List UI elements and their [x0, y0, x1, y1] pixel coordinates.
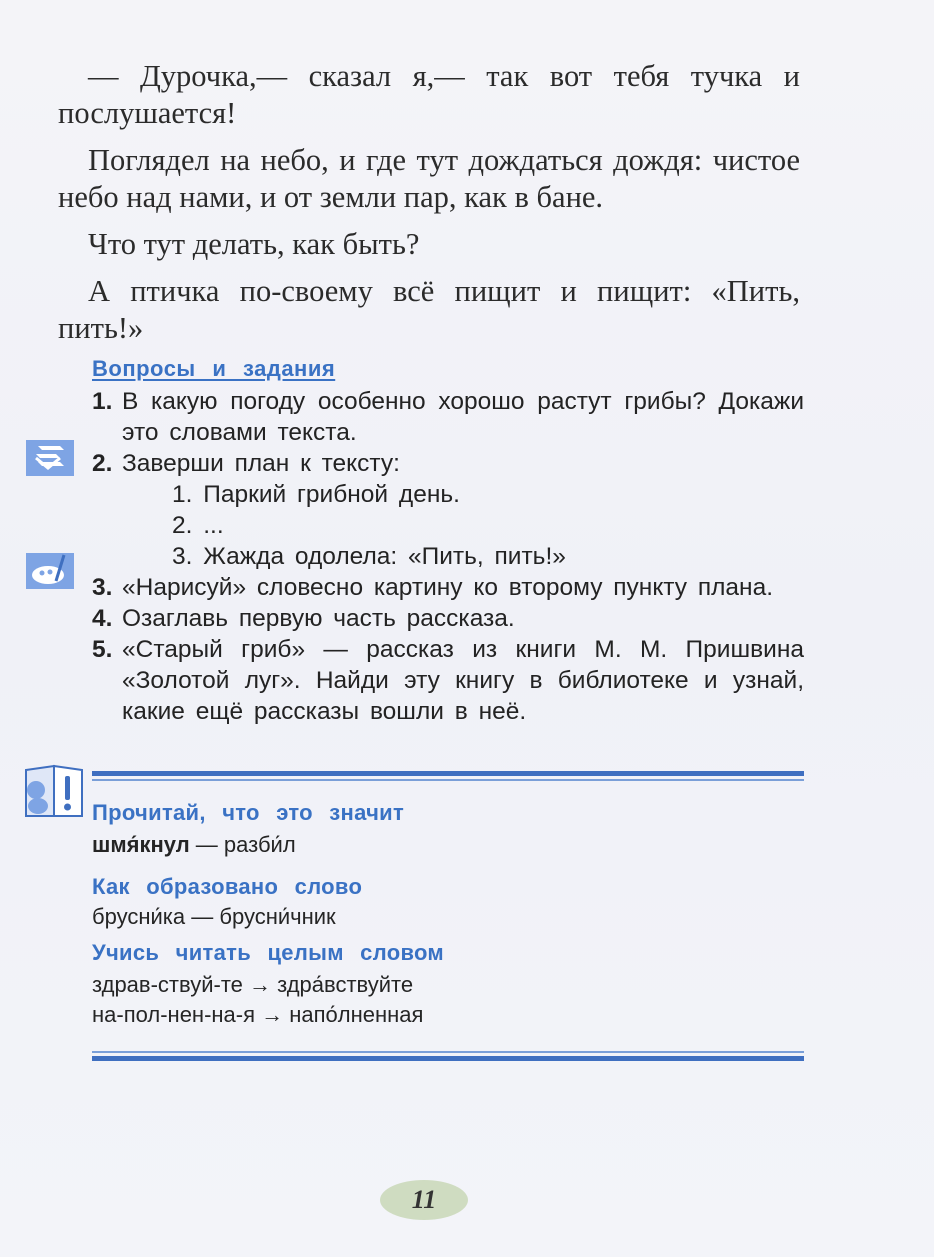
question-text: Заверши план к тексту:	[122, 450, 400, 477]
question-number: 1.	[92, 388, 113, 415]
story-paragraph: А птичка по-своему всё пищит и пищит: «Пить, пить!»	[58, 274, 800, 345]
box-line: здрав-ствуй-те → здра́вствуйте	[92, 972, 414, 997]
question-item	[92, 386, 804, 448]
story-paragraph: Что тут делать, как быть?	[88, 227, 420, 261]
box-heading: Учись читать целым словом	[92, 940, 444, 965]
box-line: брусни́ка — брусни́чник	[92, 904, 336, 929]
question-number: 4.	[92, 605, 113, 632]
books-icon	[26, 440, 74, 476]
story-text	[58, 58, 800, 357]
question-number: 5.	[92, 636, 113, 663]
question-number: 3.	[92, 574, 113, 601]
palette-icon	[26, 553, 74, 589]
word-meaning: — разби́л	[189, 832, 296, 857]
story-paragraph: Поглядел на небо, и где тут дождаться дождя: чистое небо над нами, и от земли пар, как в бане.	[58, 143, 800, 214]
plan-item: 1. Паркий грибной день.	[172, 481, 460, 508]
rule-thin	[92, 779, 804, 781]
question-text: «Старый гриб» — рассказ из книги М. М. Пришвина «Золотой луг». Найди эту книгу в библиотеке и узнай, какие ещё рассказы вошли в неё.	[122, 636, 804, 725]
story-paragraph: — Дурочка,— сказал я,— так вот тебя тучка и послушается!	[58, 59, 800, 130]
box-line	[92, 830, 802, 860]
rule-thick	[92, 771, 804, 776]
question-item	[92, 603, 804, 634]
question-item	[92, 572, 804, 603]
question-text: «Нарисуй» словесно картину ко второму пункту плана.	[122, 574, 774, 601]
box-top-rule	[92, 771, 804, 781]
question-item	[92, 634, 804, 727]
word-bold: шмя́кнул	[92, 832, 190, 857]
box-heading: Как образовано слово	[92, 874, 363, 899]
page-number: 11	[380, 1180, 468, 1220]
book-exclamation-icon	[22, 760, 88, 820]
box-heading: Прочитай, что это значит	[92, 800, 405, 825]
question-item	[92, 448, 804, 479]
vocabulary-box	[92, 800, 802, 1030]
rule-thick	[92, 1056, 804, 1061]
question-text: В какую погоду особенно хорошо растут грибы? Докажи это словами текста.	[122, 388, 804, 446]
questions-heading: Вопросы и задания	[92, 356, 336, 381]
question-text: Озаглавь первую часть рассказа.	[122, 605, 515, 632]
plan-item: 2. ...	[172, 512, 224, 539]
rule-thin	[92, 1051, 804, 1053]
plan-item: 3. Жажда одолела: «Пить, пить!»	[172, 543, 566, 570]
questions-section	[92, 353, 804, 727]
box-line: на-пол-нен-на-я → напо́лненная	[92, 1002, 424, 1027]
question-number: 2.	[92, 450, 113, 477]
box-bottom-rule	[92, 1051, 804, 1061]
